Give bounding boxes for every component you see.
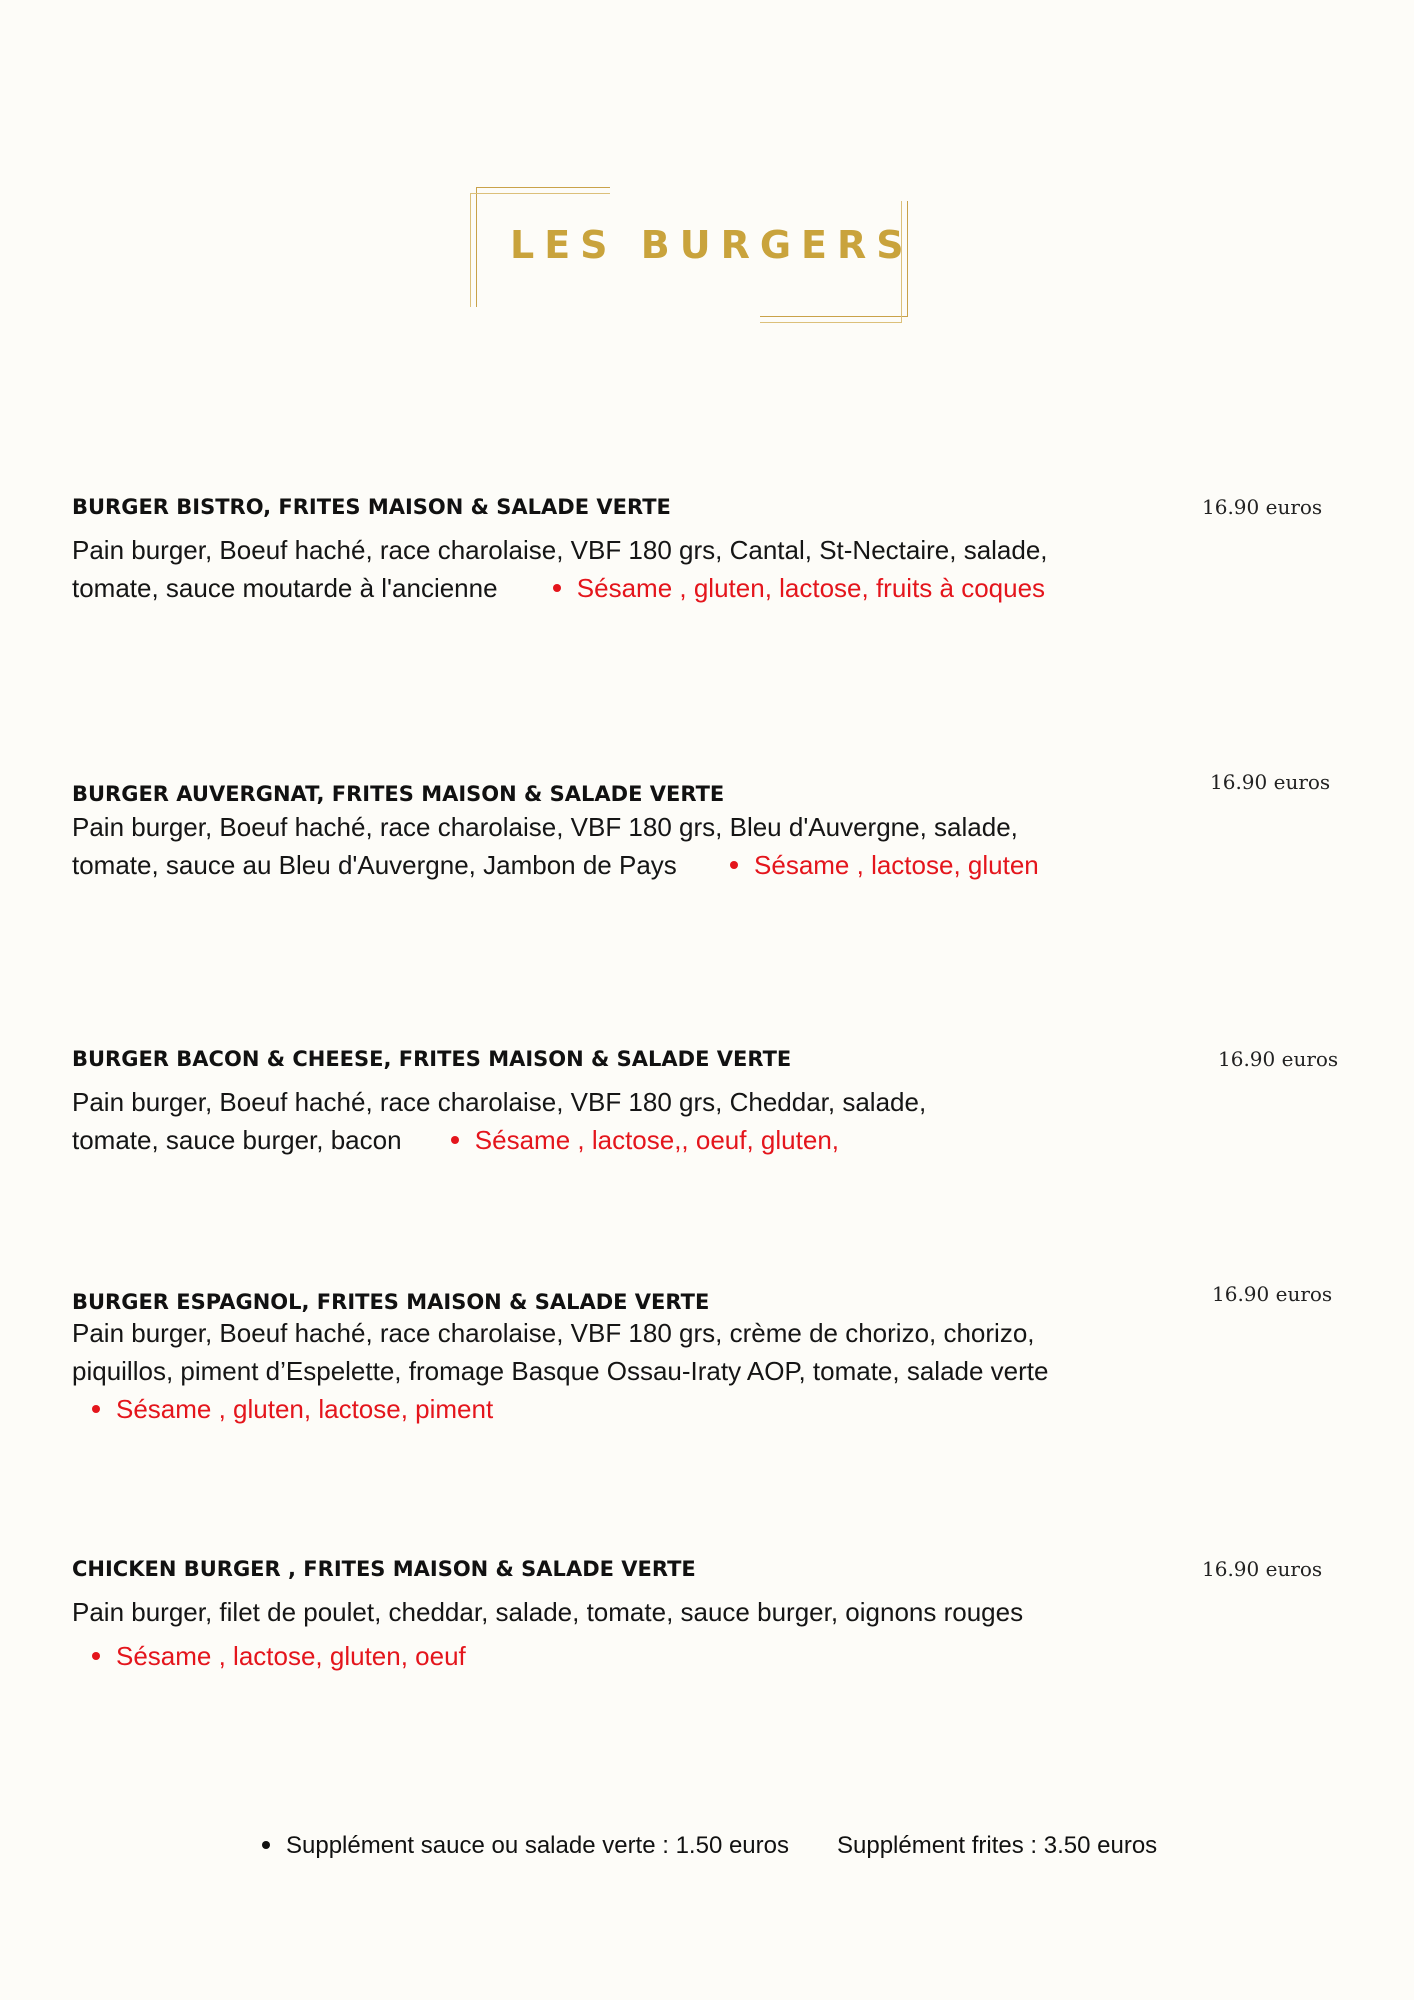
supplement-frites: Supplément frites : 3.50 euros bbox=[837, 1832, 1158, 1859]
item-description bbox=[72, 808, 1142, 884]
menu-item-bistro bbox=[72, 495, 1323, 607]
item-description bbox=[72, 531, 1142, 607]
description-line: tomate, sauce au Bleu d'Auvergne, Jambon de Pays bbox=[72, 850, 677, 880]
description-line-with-allergens bbox=[72, 569, 1142, 607]
description-line: Pain burger, Boeuf haché, race charolaise, VBF 180 grs, Cheddar, salade, bbox=[72, 1087, 927, 1117]
description-line: Pain burger, Boeuf haché, race charolaise, VBF 180 grs, crème de chorizo, chorizo, bbox=[72, 1318, 1035, 1348]
allergen-list bbox=[72, 1390, 1142, 1428]
item-price: 16.90 euros bbox=[1210, 770, 1331, 794]
item-description bbox=[72, 1593, 1142, 1675]
allergen-text: Sésame , lactose,, oeuf, gluten, bbox=[474, 1125, 839, 1155]
item-name: BURGER BISTRO, FRITES MAISON & SALADE VERTE bbox=[72, 495, 671, 519]
allergen-list bbox=[553, 573, 1045, 603]
bullet-icon bbox=[92, 1405, 100, 1413]
supplement-sauce: Supplément sauce ou salade verte : 1.50 euros bbox=[286, 1832, 789, 1859]
item-name: BURGER AUVERGNAT, FRITES MAISON & SALADE VERTE bbox=[72, 782, 725, 806]
bullet-icon bbox=[730, 861, 738, 869]
item-price: 16.90 euros bbox=[1202, 495, 1323, 519]
description-line-with-allergens bbox=[72, 1121, 1142, 1159]
allergen-list bbox=[451, 1125, 839, 1155]
supplements-footer bbox=[262, 1832, 1262, 1860]
menu-item-bacon-cheese bbox=[72, 1047, 1339, 1159]
allergen-text: Sésame , gluten, lactose, piment bbox=[116, 1394, 494, 1424]
item-price: 16.90 euros bbox=[1212, 1282, 1333, 1306]
title-block bbox=[470, 175, 930, 325]
menu-item-auvergnat bbox=[72, 770, 1331, 884]
description-line: Pain burger, Boeuf haché, race charolaise, VBF 180 grs, Bleu d'Auvergne, salade, bbox=[72, 812, 1018, 842]
item-name: BURGER BACON & CHEESE, FRITES MAISON & SALADE VERTE bbox=[72, 1047, 792, 1071]
allergen-list bbox=[72, 1637, 1142, 1675]
frame-gap-bottom bbox=[460, 307, 760, 327]
menu-item-chicken bbox=[72, 1557, 1323, 1675]
allergen-text: Sésame , lactose, gluten, oeuf bbox=[116, 1641, 466, 1671]
allergen-text: Sésame , gluten, lactose, fruits à coques bbox=[576, 573, 1046, 603]
page-title: LES BURGERS bbox=[510, 223, 914, 267]
bullet-icon bbox=[451, 1136, 459, 1144]
item-price: 16.90 euros bbox=[1218, 1047, 1339, 1071]
item-name: CHICKEN BURGER , FRITES MAISON & SALADE VERTE bbox=[72, 1557, 696, 1581]
item-price: 16.90 euros bbox=[1202, 1557, 1323, 1581]
bullet-icon bbox=[92, 1652, 100, 1660]
item-name: BURGER ESPAGNOL, FRITES MAISON & SALADE VERTE bbox=[72, 1290, 710, 1314]
description-line: Pain burger, filet de poulet, cheddar, salade, tomate, sauce burger, oignons rouges bbox=[72, 1597, 1024, 1627]
description-line: Pain burger, Boeuf haché, race charolaise, VBF 180 grs, Cantal, St-Nectaire, salade, bbox=[72, 535, 1048, 565]
description-line-with-allergens bbox=[72, 846, 1142, 884]
menu-item-espagnol bbox=[72, 1282, 1333, 1428]
frame-gap-top bbox=[610, 181, 920, 201]
item-description bbox=[72, 1083, 1142, 1159]
description-line: piquillos, piment d’Espelette, fromage Basque Ossau-Iraty AOP, tomate, salade verte bbox=[72, 1356, 1049, 1386]
description-line: tomate, sauce moutarde à l'ancienne bbox=[72, 573, 498, 603]
bullet-icon bbox=[553, 584, 561, 592]
item-description bbox=[72, 1314, 1142, 1428]
allergen-text: Sésame , lactose, gluten bbox=[754, 850, 1039, 880]
description-line: tomate, sauce burger, bacon bbox=[72, 1125, 402, 1155]
bullet-icon bbox=[262, 1841, 270, 1849]
allergen-list bbox=[730, 850, 1039, 880]
